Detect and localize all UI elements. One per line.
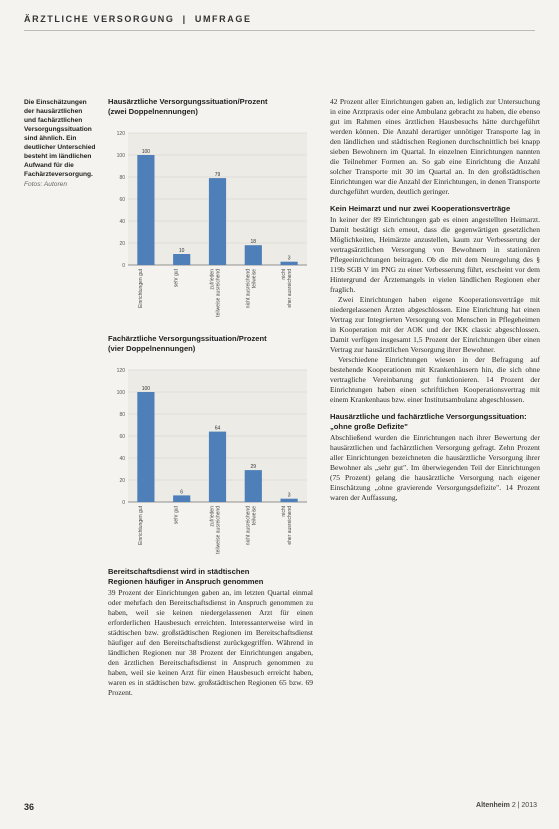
- header-rule: [24, 30, 535, 31]
- chart-2-title-line2: (vier Doppelnennungen): [108, 344, 196, 353]
- magazine-issue: 2 | 2013: [511, 802, 537, 809]
- category-label: teilweise: [251, 269, 258, 289]
- y-tick-label: 0: [122, 500, 125, 506]
- bar: [173, 495, 190, 502]
- y-tick-label: 100: [116, 153, 125, 159]
- right-paragraph-2: Zwei Einrichtungen haben eigene Kooperationsverträge mit niedergelassenen Ärzten abgeschlossen. Eine Einrichtung hat einen Vertrag zur Integrierten Versorgung von Menschen in Pflegeheimen in Kooperation mit der AOK und der IKK classic abgeschlossen. Damit verfügen insgesamt 1,5 Prozent der Einrichtungen über einen Vertrag zur hausärztlichen Versorgung ihrer Bewohner.: [330, 295, 540, 354]
- category-label: nicht: [281, 269, 288, 280]
- data-label: 3: [287, 255, 291, 262]
- category-label: Einrichtungen gut: [137, 506, 144, 545]
- right-subheading-1: Kein Heimarzt und nur zwei Kooperationsverträge: [330, 204, 511, 213]
- y-tick-label: 20: [119, 478, 125, 484]
- chart-1-hausaerztlich: [108, 125, 313, 330]
- magazine-footer: [476, 802, 537, 809]
- data-label: 18: [250, 239, 257, 246]
- left-subheading: [108, 567, 313, 587]
- right-paragraph-1: In keiner der 89 Einrichtungen gab es einen angestellten Heimarzt. Damit bestätigt sich erneut, dass die gegenwärtigen gesetzlichen Möglichkeiten, Heimärzte anzustellen, kaum zur Verbesserung der vertragsärztlichen Versorgung von Bewohnern in stationären Pflegeeinrichtungen beitragen. Ob die mit dem Neuregelung des § 119b SGB V im PNG zu einer Verbesserung führt, erscheint vor dem Hintergrund der Ärztemangels in vielen ländlichen Regionen eher fraglich.: [330, 215, 540, 294]
- y-tick-label: 60: [119, 197, 125, 203]
- chart-1-title-line1: Hausärztliche Versorgungssituation/Prozent: [108, 97, 268, 106]
- category-label: eher ausreichend: [287, 269, 294, 308]
- category-label: nicht ausreichend: [245, 269, 252, 309]
- photo-credit: Fotos: Autoren: [24, 181, 68, 188]
- chart-2-title: [108, 334, 318, 354]
- category-label: eher ausreichend: [287, 506, 294, 545]
- category-label: zufrieden: [209, 506, 216, 527]
- data-label: 79: [214, 172, 221, 179]
- data-label: 100: [141, 386, 151, 392]
- category-label: nicht: [281, 506, 288, 517]
- bar: [281, 262, 298, 265]
- data-label: 100: [141, 149, 151, 155]
- data-label: 29: [250, 464, 257, 471]
- chart-2-fachaerztlich: [108, 362, 313, 562]
- data-label: 3: [287, 492, 291, 499]
- figure-caption: [24, 98, 96, 189]
- caption-text: Die Einschätzungen der hausärztlichen und fachärztlichen Versorgungssituation sind ähnlich. Ein deutlicher Unterschied besteht im ländlichen Aufwand für die Fachärzteversorgung.: [24, 99, 96, 178]
- category-label: nicht ausreichend: [245, 506, 252, 546]
- chart-2-title-line1: Fachärztliche Versorgungssituation/Prozent: [108, 334, 267, 343]
- y-tick-label: 80: [119, 175, 125, 181]
- y-tick-label: 120: [116, 368, 125, 374]
- right-subheading-2: Hausärztliche und fachärztliche Versorgungssituation: „ohne große Defizite": [330, 412, 527, 431]
- category-label: sehr gut: [173, 506, 180, 525]
- left-paragraph-1: 39 Prozent der Einrichtungen gaben an, im letzten Quartal einmal oder mehrfach den Bereitschaftsdienst in Anspruch genommen zu haben, weil sie keinen niedergelassenen Arzt für einen erforderlichen Hausbesuch erreichten. Interessanterweise wird in städtischen bzw. großstädtischen Regionen im Bereitschaftsdienst häufiger auf den Bereitschaftsdienst zurückgegriffen. Während in ländlichen Regionen nur 38 Prozent der Einrichtungen angaben, den ärztlichen Bereitschaftsdienst in Anspruch genommen zu haben, weil sie keinen Arzt für einen Hausbesuch erreicht haben, waren es in städtischen bzw. großstädtischen Regionen 65 bzw. 69 Prozent.: [108, 588, 313, 697]
- bar: [209, 178, 226, 265]
- category-label: teilweise ausreichend: [215, 506, 222, 554]
- category-label: Einrichtungen gut: [137, 269, 144, 308]
- y-tick-label: 40: [119, 456, 125, 462]
- bar: [137, 155, 154, 265]
- y-tick-label: 100: [116, 390, 125, 396]
- category-label: teilweise ausreichend: [215, 269, 222, 317]
- right-column: [330, 97, 540, 503]
- section-title: ÄRZTLICHE VERSORGUNG: [24, 14, 175, 24]
- data-label: 6: [180, 489, 184, 496]
- y-tick-label: 60: [119, 434, 125, 440]
- section-kind: UMFRAGE: [194, 14, 252, 24]
- y-tick-label: 40: [119, 219, 125, 225]
- chart-1-title: [108, 97, 318, 117]
- y-tick-label: 0: [122, 263, 125, 269]
- bar: [209, 432, 226, 502]
- bar: [173, 254, 190, 265]
- category-label: teilweise: [251, 506, 258, 526]
- bar: [245, 245, 262, 265]
- left-column: [108, 567, 313, 698]
- category-label: sehr gut: [173, 269, 180, 288]
- bar: [281, 499, 298, 502]
- y-tick-label: 80: [119, 412, 125, 418]
- data-label: 10: [178, 248, 185, 254]
- left-subheading-line1: Bereitschaftsdienst wird in städtischen: [108, 567, 250, 576]
- left-subheading-line2: Regionen häufiger in Anspruch genommen: [108, 577, 264, 586]
- y-tick-label: 20: [119, 241, 125, 247]
- bar: [245, 470, 262, 502]
- page-number: 36: [24, 802, 35, 812]
- right-paragraph-4: Abschließend wurden die Einrichtungen nach ihrer Bewertung der hausärztlichen und fachärztlichen Versorgung gefragt. Zehn Prozent aller Einrichtungen bezeichneten die hausärztliche Versorgung ihrer Bewohner als „sehr gut". Im überwiegenden Teil der Einrichtungen (75 Prozent) gelang die hausärztliche Versorgung nach eigener Einschätzung „ohne gravierende Versorgungsdefizite". 14 Prozent waren der Auffassung,: [330, 433, 540, 502]
- right-paragraph-3: Verschiedene Einrichtungen wiesen in der Befragung auf bestehende Kooperationen mit Krankenhäusern hin, die sich ohne vertragliche Vereinbarung gut funktionieren. 14 Prozent der Einrichtungen haben einen schriftlichen Kooperationsvertrag mit einem Krankenhaus bzw. einer Institutsambulanz abgeschlossen.: [330, 355, 540, 404]
- data-label: 64: [214, 425, 221, 432]
- section-header: [24, 14, 535, 24]
- magazine-name: Altenheim: [476, 802, 510, 809]
- header-separator: |: [182, 14, 187, 24]
- y-tick-label: 120: [116, 131, 125, 137]
- bar: [137, 392, 154, 502]
- chart-1-title-line2: (zwei Doppelnennungen): [108, 107, 198, 116]
- right-paragraph-0: 42 Prozent aller Einrichtungen gaben an, lediglich zur Untersuchung in eine Arztpraxis oder eine Ambulanz gebracht zu haben, die ebenso gut im Rahmen eines ärztlichen Hausbesuchs hätte durchgeführt werden können. Die Anzahl derartiger unnötiger Transporte lag in den ländlichen und städtischen Regionen durchschnittlich bei knapp sieben Bewohnern im Quartal. In einzelnen Einrichtungen nannten die Teilnehmer Formen an. So gab eine Einrichtung die Anzahl solcher Transporte mit 30 im Quartal an. In den großstädtischen Einrichtungen war die Anzahl der Einrichtungen, in denen Transporte durchgeführt wurden, deutlich geringer.: [330, 97, 540, 196]
- category-label: zufrieden: [209, 269, 216, 290]
